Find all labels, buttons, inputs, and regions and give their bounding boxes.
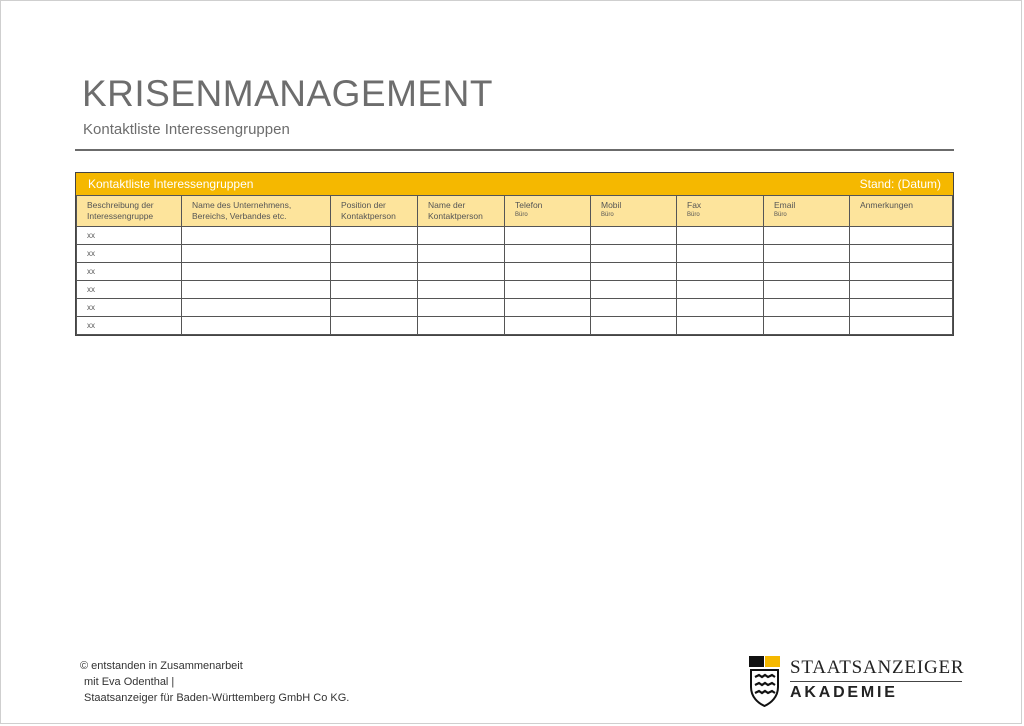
table-cell[interactable] xyxy=(418,317,505,335)
sheet-title: Kontaktliste Interessengruppen xyxy=(88,177,254,191)
table-cell[interactable]: xx xyxy=(77,317,182,335)
table-cell[interactable] xyxy=(764,227,850,245)
table-row xyxy=(77,263,953,281)
table-cell[interactable] xyxy=(677,317,764,335)
column-header: Mobil Büro xyxy=(591,196,677,227)
footer-line: mit Eva Odenthal | xyxy=(84,676,175,688)
column-header: Position der Kontaktperson xyxy=(331,196,418,227)
table-cell[interactable] xyxy=(850,245,953,263)
column-header: Telefon Büro xyxy=(505,196,591,227)
table-cell[interactable] xyxy=(505,227,591,245)
contact-table-sheet xyxy=(75,172,954,336)
table-cell[interactable] xyxy=(764,263,850,281)
table-cell[interactable] xyxy=(331,263,418,281)
logo-divider xyxy=(790,681,962,682)
logo-subtitle: AKADEMIE xyxy=(790,684,898,701)
table-cell[interactable] xyxy=(677,245,764,263)
table-cell[interactable] xyxy=(591,263,677,281)
table-cell[interactable] xyxy=(677,227,764,245)
table-row xyxy=(77,299,953,317)
table-cell[interactable] xyxy=(182,263,331,281)
table-cell[interactable] xyxy=(677,299,764,317)
table-cell[interactable] xyxy=(591,281,677,299)
table-cell[interactable] xyxy=(677,281,764,299)
logo-name: STAATSANZEIGER xyxy=(790,657,965,678)
table-cell[interactable]: xx xyxy=(77,299,182,317)
table-cell[interactable] xyxy=(418,245,505,263)
table-cell[interactable] xyxy=(331,245,418,263)
table-header-row xyxy=(77,196,953,227)
table-cell[interactable] xyxy=(677,263,764,281)
table-cell[interactable] xyxy=(182,281,331,299)
footer-line: Staatsanzeiger für Baden-Württemberg GmbH Co KG. xyxy=(84,692,350,704)
copyright-footer xyxy=(80,658,349,706)
table-cell[interactable] xyxy=(418,281,505,299)
table-row xyxy=(77,317,953,335)
table-cell[interactable] xyxy=(182,227,331,245)
column-header: Name der Kontaktperson xyxy=(418,196,505,227)
table-cell[interactable] xyxy=(505,317,591,335)
table-cell[interactable] xyxy=(591,299,677,317)
sheet-date: Stand: (Datum) xyxy=(859,177,941,191)
column-header: Anmerkungen xyxy=(850,196,953,227)
table-cell[interactable] xyxy=(505,299,591,317)
sheet-title-bar xyxy=(76,173,953,195)
column-header: Fax Büro xyxy=(677,196,764,227)
table-cell[interactable] xyxy=(331,281,418,299)
table-cell[interactable] xyxy=(591,227,677,245)
page-subtitle: Kontaktliste Interessengruppen xyxy=(83,121,290,138)
table-cell[interactable] xyxy=(331,317,418,335)
table-cell[interactable]: xx xyxy=(77,227,182,245)
title-divider xyxy=(75,149,954,151)
table-row xyxy=(77,245,953,263)
table-cell[interactable] xyxy=(850,317,953,335)
table-cell[interactable]: xx xyxy=(77,281,182,299)
table-cell[interactable] xyxy=(418,263,505,281)
column-header: Email Büro xyxy=(764,196,850,227)
table-cell[interactable] xyxy=(418,227,505,245)
table-cell[interactable] xyxy=(850,299,953,317)
table-cell[interactable] xyxy=(591,245,677,263)
table-cell[interactable] xyxy=(418,299,505,317)
table-cell[interactable] xyxy=(764,245,850,263)
footer-line: © entstanden in Zusammenarbeit xyxy=(80,660,243,672)
table-cell[interactable] xyxy=(850,227,953,245)
page-title: KRISENMANAGEMENT xyxy=(82,73,493,114)
table-cell[interactable] xyxy=(850,263,953,281)
table-cell[interactable]: xx xyxy=(77,245,182,263)
column-header: Beschreibung der Interessengruppe xyxy=(77,196,182,227)
table-cell[interactable] xyxy=(331,227,418,245)
table-cell[interactable] xyxy=(591,317,677,335)
table-cell[interactable] xyxy=(850,281,953,299)
table-cell[interactable] xyxy=(505,245,591,263)
table-row xyxy=(77,227,953,245)
column-header: Name des Unternehmens, Bereichs, Verbandes etc. xyxy=(182,196,331,227)
table-cell[interactable] xyxy=(764,317,850,335)
table-cell[interactable] xyxy=(505,281,591,299)
table-cell[interactable] xyxy=(764,281,850,299)
table-cell[interactable]: xx xyxy=(77,263,182,281)
table-cell[interactable] xyxy=(505,263,591,281)
table-cell[interactable] xyxy=(331,299,418,317)
staatsanzeiger-logo xyxy=(748,655,964,709)
table-cell[interactable] xyxy=(182,317,331,335)
table-cell[interactable] xyxy=(182,299,331,317)
table-cell[interactable] xyxy=(764,299,850,317)
table-row xyxy=(77,281,953,299)
table-cell[interactable] xyxy=(182,245,331,263)
contact-table xyxy=(76,195,953,335)
coat-of-arms-icon xyxy=(748,655,782,707)
